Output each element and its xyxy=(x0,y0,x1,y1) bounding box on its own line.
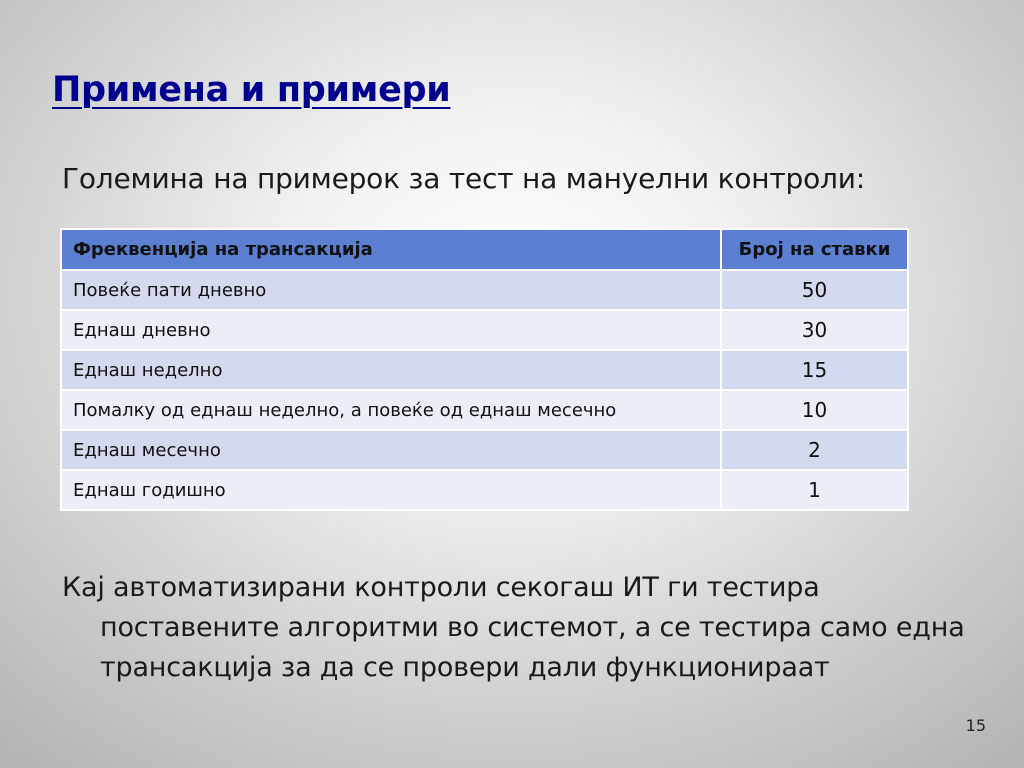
table-header-row xyxy=(61,229,908,270)
subtitle: Големина на примерок за тест на мануелни контроли: xyxy=(62,162,865,195)
count-cell: 15 xyxy=(721,350,908,390)
frequency-cell: Помалку од еднаш неделно, а повеќе од еднаш месечно xyxy=(61,390,721,430)
count-cell: 2 xyxy=(721,430,908,470)
sample-size-table xyxy=(60,228,909,511)
header-frequency: Фреквенција на трансакција xyxy=(61,229,721,270)
header-count: Број на ставки xyxy=(721,229,908,270)
frequency-cell: Еднаш дневно xyxy=(61,310,721,350)
frequency-cell: Еднаш неделно xyxy=(61,350,721,390)
page-number: 15 xyxy=(965,716,986,735)
count-cell: 10 xyxy=(721,390,908,430)
count-cell: 1 xyxy=(721,470,908,510)
slide-title: Примена и примери xyxy=(52,70,451,110)
table-row xyxy=(61,430,908,470)
count-cell: 30 xyxy=(721,310,908,350)
frequency-cell: Еднаш годишно xyxy=(61,470,721,510)
count-cell: 50 xyxy=(721,270,908,310)
bullet-text: Кај автоматизирани контроли секогаш ИТ ги тестира поставените алгоритми во системот, а се тестира само една трансакција за да се провери дали функционираат xyxy=(62,572,965,683)
frequency-cell: Еднаш месечно xyxy=(61,430,721,470)
table-row xyxy=(61,470,908,510)
table-row xyxy=(61,310,908,350)
table-row xyxy=(61,390,908,430)
frequency-cell: Повеќе пати дневно xyxy=(61,270,721,310)
table-row xyxy=(61,350,908,390)
table-row xyxy=(61,270,908,310)
